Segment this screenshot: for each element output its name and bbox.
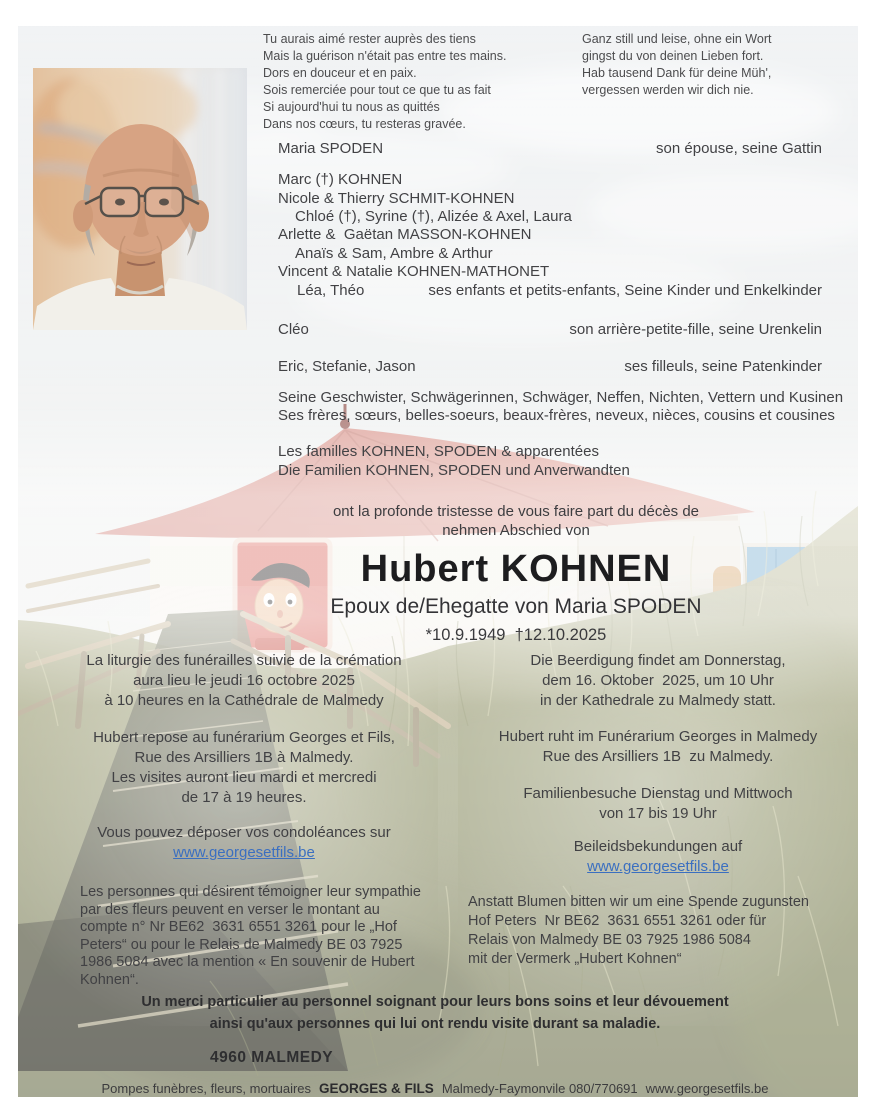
announcement-line-de: nehmen Abschied von: [442, 521, 590, 539]
text-line: Die Beerdigung findet am Donnerstag,: [530, 652, 786, 669]
french-condolences: [38, 823, 450, 863]
family-line: Anaïs & Sam, Ambre & Arthur: [295, 245, 493, 262]
spouse-relation: son épouse, seine Gattin: [656, 140, 822, 157]
text-line: Rue des Arsilliers 1B zu Malmedy.: [542, 748, 774, 765]
family-line: Marc (†) KOHNEN: [278, 171, 403, 188]
godchildren-relation: ses filleuls, seine Patenkinder: [624, 358, 822, 375]
condolences-intro-fr: Vous pouvez déposer vos condoléances sur: [97, 824, 391, 841]
portrait-photo: [33, 68, 247, 330]
footer-services: Pompes funèbres, fleurs, mortuaires: [101, 1081, 312, 1096]
poem-line: Si aujourd'hui tu nous as quittés: [263, 100, 440, 114]
footer-location-phone: Malmedy-Faymonvile 080/770691: [441, 1081, 638, 1096]
text-line: La liturgie des funérailles suivie de la crémation: [86, 652, 402, 669]
spouse-name: Maria SPODEN: [278, 140, 384, 157]
announcement-line-fr: ont la profonde tristesse de vous faire part du décès de: [332, 503, 700, 520]
poem-line: Mais la guérison n'était pas entre tes mains.: [263, 49, 507, 63]
poem-french: [263, 31, 506, 133]
families-german: Die Familien KOHNEN, SPODEN und Anverwandten: [278, 462, 630, 479]
german-visits-paragraph: [452, 784, 864, 824]
text-line: Les personnes qui désirent témoigner leur sympathie: [80, 884, 421, 900]
text-line: dem 16. Oktober 2025, um 10 Uhr: [542, 672, 774, 689]
godchildren-names: Eric, Stefanie, Jason: [278, 358, 416, 375]
poem-line: gingst du von deinen Lieben fort.: [582, 49, 764, 63]
spouse-of-line: Epoux de/Ehegatte von Maria SPODEN: [330, 595, 702, 619]
text-line: Hubert repose au funérarium Georges et Fils,: [93, 729, 395, 746]
family-line: Nicole & Thierry SCHMIT-KOHNEN: [278, 190, 515, 207]
german-condolences: [452, 837, 864, 877]
text-line: Rue des Arsilliers 1B à Malmedy.: [134, 749, 354, 766]
city-label: 4960 MALMEDY: [210, 1049, 334, 1066]
text-line: aura lieu le jeudi 16 octobre 2025: [133, 672, 355, 689]
text-line: à 10 heures en la Cathédrale de Malmedy: [104, 692, 384, 709]
text-line: Hubert ruht im Funérarium Georges in Malmedy: [498, 728, 818, 745]
poem-line: Tu aurais aimé rester auprès des tiens: [263, 32, 476, 46]
german-donation-paragraph: [468, 893, 864, 969]
text-line: Les visites auront lieu mardi et mercredi: [111, 769, 377, 786]
family-line: Chloé (†), Syrine (†), Alizée & Axel, Laura: [295, 208, 572, 225]
siblings-german: Seine Geschwister, Schwägerinnen, Schwäger, Neffen, Nichten, Vettern und Kusinen: [278, 389, 844, 406]
footer-website: www.georgesetfils.be: [645, 1081, 769, 1096]
text-line: Relais von Malmedy BE 03 7925 1986 5084: [468, 932, 751, 948]
text-line: Hof Peters Nr BE62 3631 6551 3261 oder für: [468, 913, 767, 929]
german-repose-paragraph: [452, 727, 864, 767]
deceased-name: Hubert KOHNEN: [360, 547, 672, 590]
text-line: Anstatt Blumen bitten wir um eine Spende zugunsten: [468, 894, 809, 910]
poem-line: Hab tausend Dank für deine Müh',: [582, 66, 772, 80]
text-line: Familienbesuche Dienstag und Mittwoch: [523, 785, 793, 802]
siblings-french: Ses frères, sœurs, belles-soeurs, beaux-frères, neveux, nièces, cousins et cousines: [278, 407, 835, 424]
text-line: mit der Vermerk „Hubert Kohnen“: [468, 951, 682, 967]
thanks-line-2: ainsi qu'aux personnes qui lui ont rendu visite durant sa maladie.: [209, 1016, 661, 1032]
poem-line: Ganz still und leise, ohne ein Wort: [582, 32, 772, 46]
text-line: Peters“ ou pour le Relais de Malmedy BE 03 7925: [80, 936, 403, 953]
great-granddaughter-name: Cléo: [278, 321, 309, 338]
text-line: par des fleurs peuvent en verser le montant au: [80, 901, 380, 918]
text-line: in der Kathedrale zu Malmedy statt.: [540, 692, 776, 709]
condolences-link-de[interactable]: www.georgesetfils.be: [587, 858, 729, 875]
text-line: Kohnen“.: [80, 971, 139, 988]
families-french: Les familles KOHNEN, SPODEN & apparentées: [278, 443, 599, 460]
funeral-home-footer: [0, 1081, 870, 1098]
great-granddaughter-relation: son arrière-petite-fille, seine Urenkelin: [569, 321, 822, 338]
text-line: von 17 bis 19 Uhr: [599, 805, 717, 822]
family-line: Arlette & Gaëtan MASSON-KOHNEN: [278, 226, 532, 243]
french-ceremony-paragraph: [38, 651, 450, 711]
condolences-link-fr[interactable]: www.georgesetfils.be: [173, 844, 315, 861]
text-line: compte n° Nr BE62 3631 6551 3261 pour le „Hof: [80, 919, 397, 935]
birth-death-dates: *10.9.1949 †12.10.2025: [425, 625, 607, 644]
footer-company-name: GEORGES & FILS: [319, 1081, 434, 1096]
announcement: [196, 503, 836, 645]
poem-line: vergessen werden wir dich nie.: [582, 83, 754, 97]
thanks-line-1: Un merci particulier au personnel soignant pour leurs bons soins et leur dévouement: [141, 994, 729, 1010]
text-line: de 17 à 19 heures.: [181, 789, 307, 806]
grandchildren-names: Léa, Théo: [297, 282, 365, 299]
french-donation-paragraph: [80, 884, 452, 989]
french-repose-paragraph: [38, 728, 450, 808]
text-line: 1986 5084 avec la mention « En souvenir de Hubert: [80, 954, 415, 970]
family-line: Vincent & Natalie KOHNEN-MATHONET: [278, 263, 550, 280]
german-ceremony-paragraph: [452, 651, 864, 711]
condolences-intro-de: Beileidsbekundungen auf: [573, 838, 743, 855]
poem-line: Dans nos cœurs, tu resteras gravée.: [263, 117, 466, 131]
poem-line: Dors en douceur et en paix.: [263, 66, 417, 80]
grandchildren-relation: ses enfants et petits-enfants, Seine Kinder und Enkelkinder: [428, 282, 822, 299]
poem-german: [582, 31, 771, 99]
poem-line: Sois remerciée pour tout ce que tu as fait: [263, 83, 491, 97]
